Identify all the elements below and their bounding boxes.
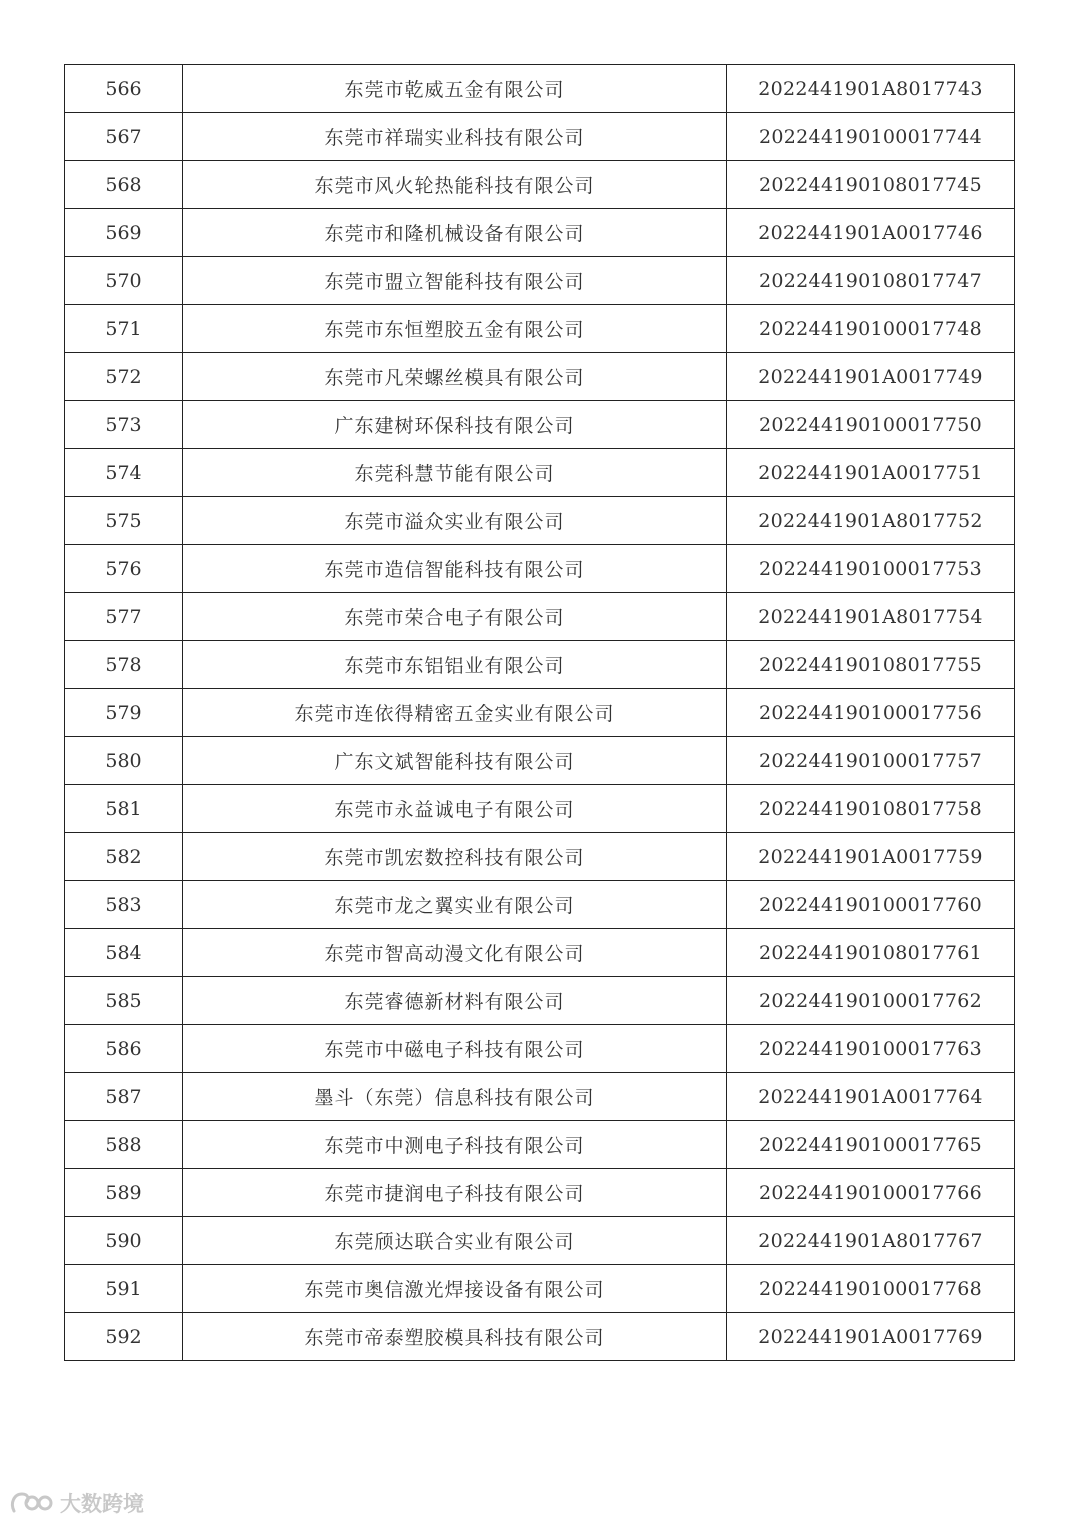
table-row [65,305,1015,353]
row-index-cell: 589 [65,1169,183,1217]
row-index-cell: 573 [65,401,183,449]
table-row [65,65,1015,113]
company-name-cell: 东莞市中测电子科技有限公司 [183,1121,727,1169]
brand-logo-icon [8,1489,54,1517]
registration-code-cell: 2022441901A0017764 [727,1073,1015,1121]
table-row [65,113,1015,161]
row-index-cell: 572 [65,353,183,401]
table-row [65,1313,1015,1361]
table-row [65,929,1015,977]
row-index-cell: 583 [65,881,183,929]
row-index-cell: 570 [65,257,183,305]
registration-code-cell: 202244190100017753 [727,545,1015,593]
company-name-cell: 东莞市连依得精密五金实业有限公司 [183,689,727,737]
company-name-cell: 东莞市盟立智能科技有限公司 [183,257,727,305]
table-row [65,209,1015,257]
registration-code-cell: 202244190100017763 [727,1025,1015,1073]
company-name-cell: 东莞市凯宏数控科技有限公司 [183,833,727,881]
row-index-cell: 588 [65,1121,183,1169]
row-index-cell: 571 [65,305,183,353]
table-row [65,593,1015,641]
table-row [65,881,1015,929]
registration-code-cell: 2022441901A8017752 [727,497,1015,545]
row-index-cell: 576 [65,545,183,593]
row-index-cell: 569 [65,209,183,257]
table-row [65,257,1015,305]
company-name-cell: 东莞市荣合电子有限公司 [183,593,727,641]
registration-code-cell: 2022441901A0017746 [727,209,1015,257]
registration-code-cell: 202244190100017768 [727,1265,1015,1313]
company-name-cell: 东莞市永益诚电子有限公司 [183,785,727,833]
row-index-cell: 575 [65,497,183,545]
registration-code-cell: 2022441901A0017749 [727,353,1015,401]
table-row [65,401,1015,449]
table-row [65,497,1015,545]
registration-code-cell: 202244190108017761 [727,929,1015,977]
registration-code-cell: 202244190108017745 [727,161,1015,209]
company-name-cell: 东莞市奥信激光焊接设备有限公司 [183,1265,727,1313]
registration-code-cell: 2022441901A8017754 [727,593,1015,641]
row-index-cell: 585 [65,977,183,1025]
registration-code-cell: 202244190100017766 [727,1169,1015,1217]
company-name-cell: 东莞市造信智能科技有限公司 [183,545,727,593]
row-index-cell: 566 [65,65,183,113]
company-name-cell: 广东建树环保科技有限公司 [183,401,727,449]
registration-code-cell: 202244190100017757 [727,737,1015,785]
table-row [65,1265,1015,1313]
row-index-cell: 584 [65,929,183,977]
company-name-cell: 东莞科慧节能有限公司 [183,449,727,497]
registration-code-cell: 202244190100017756 [727,689,1015,737]
table-row [65,833,1015,881]
row-index-cell: 578 [65,641,183,689]
table-row [65,641,1015,689]
table-row [65,449,1015,497]
registration-code-cell: 202244190108017747 [727,257,1015,305]
company-name-cell: 墨斗（东莞）信息科技有限公司 [183,1073,727,1121]
registration-code-cell: 2022441901A0017751 [727,449,1015,497]
table-row [65,737,1015,785]
table-row [65,1073,1015,1121]
company-name-cell: 东莞市风火轮热能科技有限公司 [183,161,727,209]
company-name-cell: 东莞市和隆机械设备有限公司 [183,209,727,257]
row-index-cell: 567 [65,113,183,161]
registration-code-cell: 202244190108017758 [727,785,1015,833]
company-name-cell: 东莞市帝泰塑胶模具科技有限公司 [183,1313,727,1361]
company-name-cell: 东莞市凡荣螺丝模具有限公司 [183,353,727,401]
company-name-cell: 东莞市龙之翼实业有限公司 [183,881,727,929]
row-index-cell: 574 [65,449,183,497]
table-row [65,1025,1015,1073]
row-index-cell: 586 [65,1025,183,1073]
row-index-cell: 577 [65,593,183,641]
registration-code-cell: 202244190100017748 [727,305,1015,353]
company-name-cell: 东莞市乾威五金有限公司 [183,65,727,113]
table-row [65,785,1015,833]
row-index-cell: 582 [65,833,183,881]
company-name-cell: 东莞市溢众实业有限公司 [183,497,727,545]
company-name-cell: 东莞颀达联合实业有限公司 [183,1217,727,1265]
table-row [65,977,1015,1025]
company-name-cell: 东莞市东铝铝业有限公司 [183,641,727,689]
company-name-cell: 东莞市祥瑞实业科技有限公司 [183,113,727,161]
table-body [65,65,1015,1361]
registration-code-cell: 2022441901A0017769 [727,1313,1015,1361]
company-name-cell: 东莞市东恒塑胶五金有限公司 [183,305,727,353]
table-row [65,1217,1015,1265]
watermark [8,1488,144,1518]
company-name-cell: 东莞市捷润电子科技有限公司 [183,1169,727,1217]
row-index-cell: 592 [65,1313,183,1361]
registration-code-cell: 202244190100017760 [727,881,1015,929]
registration-code-cell: 202244190100017765 [727,1121,1015,1169]
company-name-cell: 东莞睿德新材料有限公司 [183,977,727,1025]
row-index-cell: 590 [65,1217,183,1265]
table-row [65,1169,1015,1217]
company-name-cell: 东莞市中磁电子科技有限公司 [183,1025,727,1073]
table-row [65,161,1015,209]
row-index-cell: 580 [65,737,183,785]
table-row [65,689,1015,737]
company-name-cell: 东莞市智高动漫文化有限公司 [183,929,727,977]
row-index-cell: 581 [65,785,183,833]
registration-code-cell: 202244190108017755 [727,641,1015,689]
row-index-cell: 568 [65,161,183,209]
registration-code-cell: 2022441901A8017767 [727,1217,1015,1265]
registration-code-cell: 20224419010001774​4 [727,113,1015,161]
row-index-cell: 591 [65,1265,183,1313]
table-row [65,1121,1015,1169]
company-list-table [64,64,1015,1361]
row-index-cell: 587 [65,1073,183,1121]
row-index-cell: 579 [65,689,183,737]
table-row [65,353,1015,401]
table-row [65,545,1015,593]
registration-code-cell: 202244190100017750 [727,401,1015,449]
registration-code-cell: 202244190100017762 [727,977,1015,1025]
registration-code-cell: 2022441901A0017759 [727,833,1015,881]
registration-code-cell: 2022441901A8017743 [727,65,1015,113]
company-name-cell: 广东文斌智能科技有限公司 [183,737,727,785]
watermark-text: 大数跨境 [60,1492,144,1516]
